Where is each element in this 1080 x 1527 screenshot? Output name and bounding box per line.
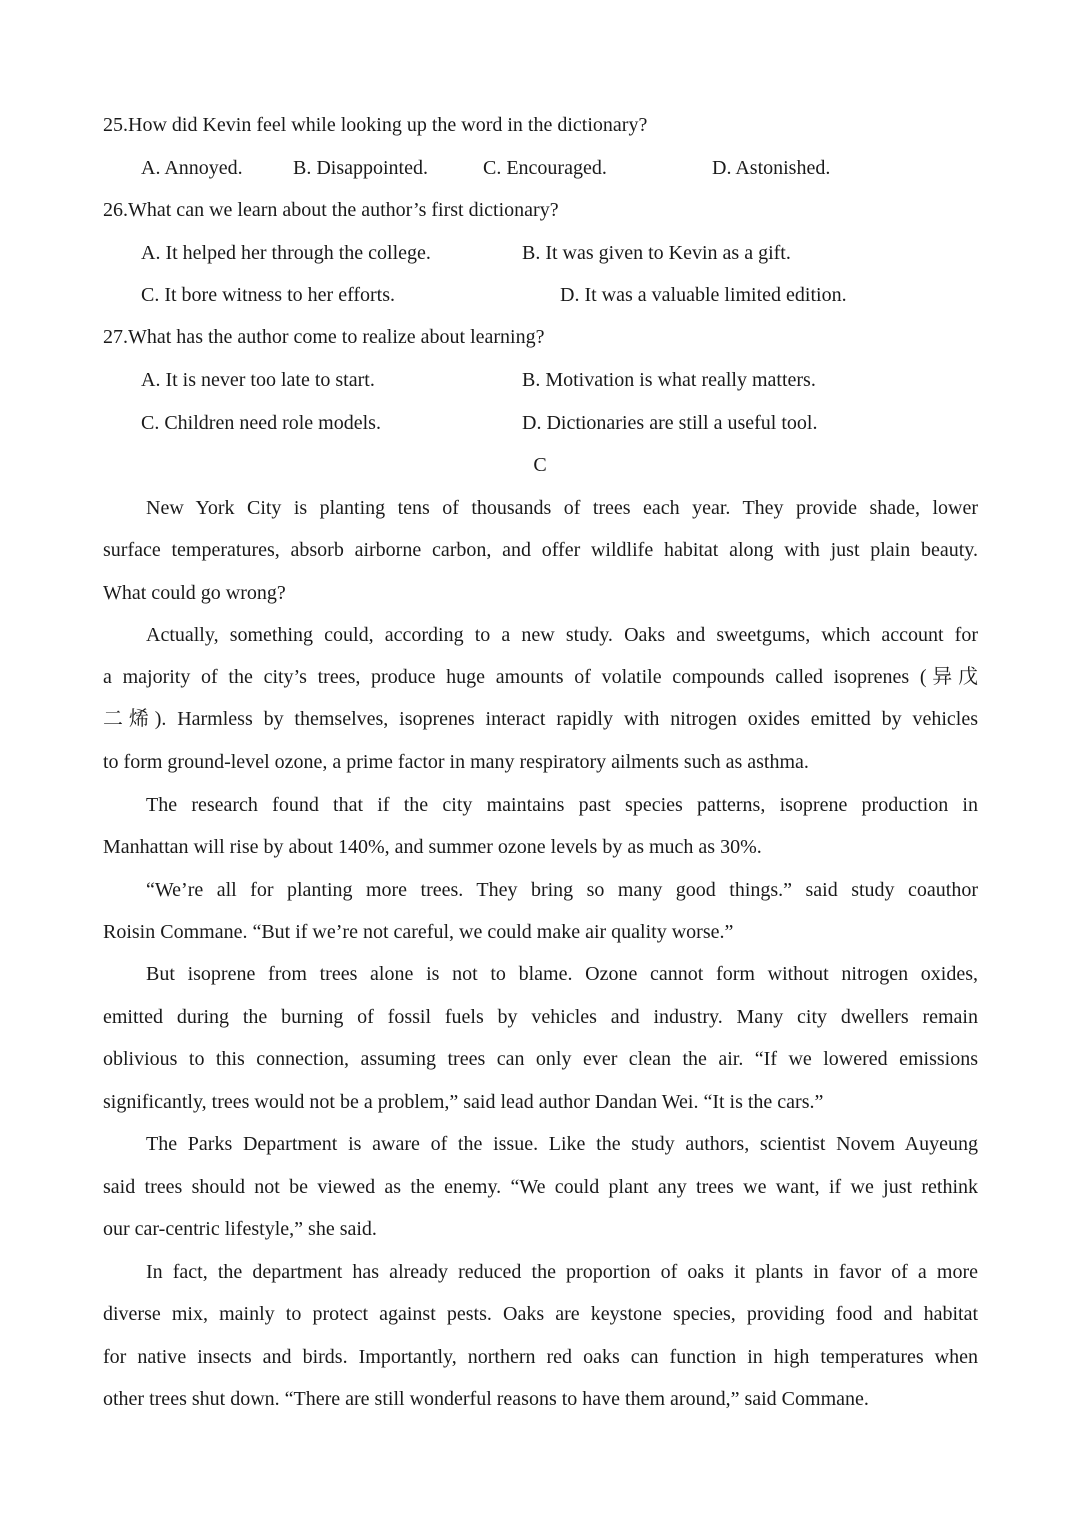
passage-line: Actually, something could, according to a new study. Oaks and sweetgums, which account for [146, 624, 978, 646]
passage-line: 二烯). Harmless by themselves, isoprenes interact rapidly with nitrogen oxides emitted by vehicles [103, 708, 978, 730]
question-27-option-c: C. Children need role models. [141, 412, 381, 434]
passage-line: emitted during the burning of fossil fuels by vehicles and industry. Many city dwellers remain [103, 1006, 978, 1028]
passage-line: for native insects and birds. Importantly, northern red oaks can function in high temperatures when [103, 1346, 978, 1368]
question-27-option-b: B. Motivation is what really matters. [522, 369, 816, 391]
passage-line: But isoprene from trees alone is not to blame. Ozone cannot form without nitrogen oxides, [146, 963, 978, 985]
passage-line: our car-centric lifestyle,” she said. [103, 1218, 377, 1240]
passage-line: Manhattan will rise by about 140%, and summer ozone levels by as much as 30%. [103, 836, 762, 858]
question-27-option-d: D. Dictionaries are still a useful tool. [522, 412, 818, 434]
question-26-option-a: A. It helped her through the college. [141, 242, 431, 264]
passage-line: New York City is planting tens of thousands of trees each year. They provide shade, lower [146, 497, 978, 519]
question-25-option-a: A. Annoyed. [141, 157, 243, 179]
passage-line: Roisin Commane. “But if we’re not careful, we could make air quality worse.” [103, 921, 734, 943]
question-27-stem: 27.What has the author come to realize about learning? [103, 326, 545, 348]
question-26-option-b: B. It was given to Kevin as a gift. [522, 242, 791, 264]
passage-line: a majority of the city’s trees, produce huge amounts of volatile compounds called isoprenes (异戊 [103, 666, 978, 688]
passage-line: The research found that if the city maintains past species patterns, isoprene production in [146, 794, 978, 816]
passage-line: other trees shut down. “There are still wonderful reasons to have them around,” said Commane. [103, 1388, 869, 1410]
question-26-option-d: D. It was a valuable limited edition. [560, 284, 847, 306]
passage-line: What could go wrong? [103, 582, 286, 604]
question-25-option-d: D. Astonished. [712, 157, 831, 179]
passage-line: said trees should not be viewed as the enemy. “We could plant any trees we want, if we just rethink [103, 1176, 978, 1198]
passage-line: to form ground-level ozone, a prime factor in many respiratory ailments such as asthma. [103, 751, 809, 773]
question-25-option-b: B. Disappointed. [293, 157, 428, 179]
question-27-option-a: A. It is never too late to start. [141, 369, 375, 391]
passage-line: “We’re all for planting more trees. They bring so many good things.” said study coauthor [146, 879, 978, 901]
passage-line: oblivious to this connection, assuming trees can only ever clean the air. “If we lowered emissions [103, 1048, 978, 1070]
passage-line: diverse mix, mainly to protect against pests. Oaks are keystone species, providing food and habitat [103, 1303, 978, 1325]
question-25-option-c: C. Encouraged. [483, 157, 607, 179]
passage-line: surface temperatures, absorb airborne carbon, and offer wildlife habitat along with just plain beauty. [103, 539, 978, 561]
passage-line: The Parks Department is aware of the issue. Like the study authors, scientist Novem Auyeung [146, 1133, 978, 1155]
section-label: C [533, 454, 547, 476]
question-26-option-c: C. It bore witness to her efforts. [141, 284, 396, 306]
passage-line: significantly, trees would not be a problem,” said lead author Dandan Wei. “It is the cars.” [103, 1091, 824, 1113]
passage-line: In fact, the department has already reduced the proportion of oaks it plants in favor of a more [146, 1261, 978, 1283]
question-26-stem: 26.What can we learn about the author’s first dictionary? [103, 199, 559, 221]
question-25-stem: 25.How did Kevin feel while looking up the word in the dictionary? [103, 114, 648, 136]
